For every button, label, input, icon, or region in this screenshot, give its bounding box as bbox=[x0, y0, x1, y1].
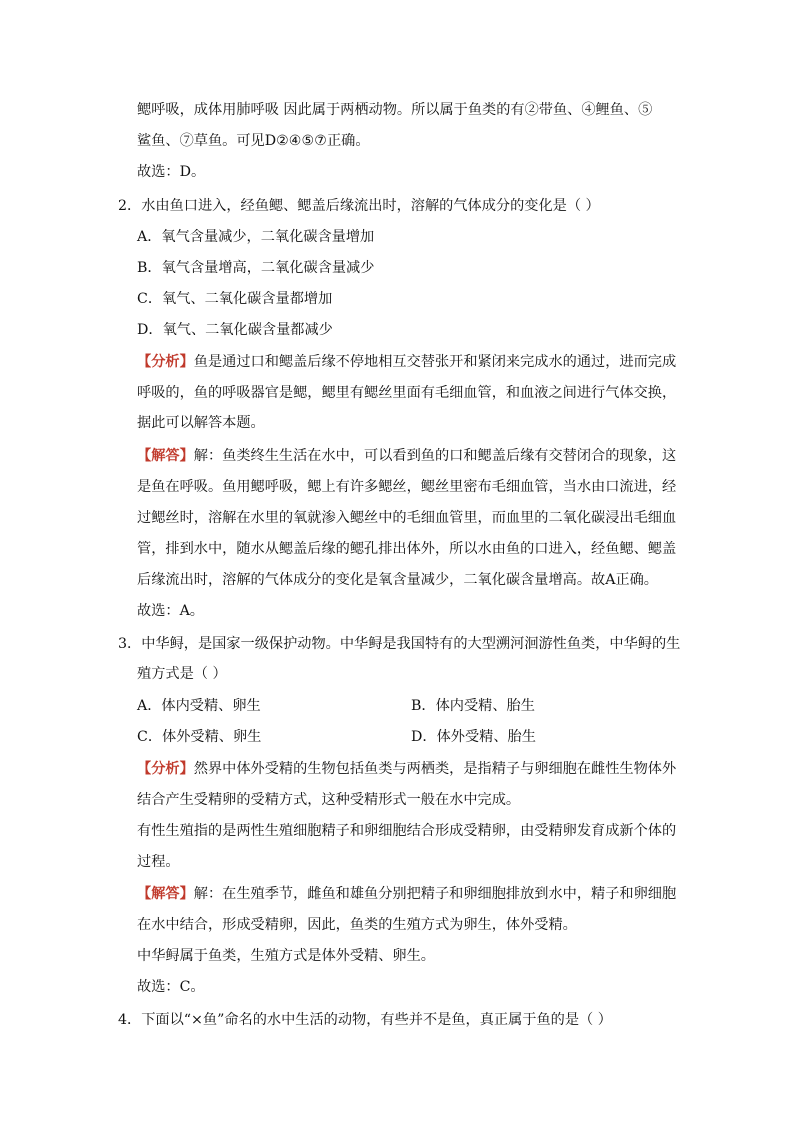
q2-option-d: D．氧气、二氧化碳含量都减少 bbox=[137, 322, 333, 338]
q2-answer: 故选：A。 bbox=[137, 603, 204, 619]
q1-explanation-line-2: 鲨鱼、⑦草鱼。可见D②④⑤⑦正确。 bbox=[137, 133, 370, 149]
q2-analysis-line-3: 据此可以解答本题。 bbox=[137, 415, 265, 431]
solution-tag: 【解答】 bbox=[137, 448, 194, 464]
q2-solution-line-5: 后缘流出时，溶解的气体成分的变化是氧含量减少，二氧化碳含量增高。故A正确。 bbox=[137, 572, 658, 588]
q2-analysis-text-1: 鱼是通过口和鳃盖后缘不停地相互交替张开和紧闭来完成水的通过，进而完成 bbox=[193, 354, 677, 370]
q2-option-a: A．氧气含量减少，二氧化碳含量增加 bbox=[137, 229, 375, 245]
solution-tag: 【解答】 bbox=[137, 886, 194, 902]
q3-analysis-line-2: 结合产生受精卵的受精方式，这种受精形式一般在水中完成。 bbox=[137, 792, 521, 808]
q3-option-d: D．体外受精、胎生 bbox=[411, 729, 536, 745]
analysis-tag: 【分析】 bbox=[137, 354, 194, 370]
q3-analysis-line-3: 有性生殖指的是两性生殖细胞精子和卵细胞结合形成受精卵，由受精卵发育成新个体的 bbox=[137, 823, 677, 839]
q1-answer: 故选：D。 bbox=[137, 164, 206, 180]
q2-solution-line-4: 管，排到水中，随水从鳃盖后缘的鳃孔排出体外，所以水由鱼的口进入，经鱼鳃、鳃盖 bbox=[137, 541, 677, 557]
q2-solution-line-2: 是鱼在呼吸。鱼用鳃呼吸，鳃上有许多鳃丝，鳃丝里密布毛细血管，当水由口流进，经 bbox=[137, 479, 677, 495]
q2-stem: 2．水由鱼口进入，经鱼鳃、鳃盖后缘流出时，溶解的气体成分的变化是（ ） bbox=[118, 198, 600, 214]
q1-explanation-line-1: 鳃呼吸，成体用肺呼吸 因此属于两栖动物。所以属于鱼类的有②带鱼、④鲤鱼、⑤ bbox=[137, 102, 653, 118]
q2-analysis-line-1 bbox=[137, 352, 676, 372]
q2-solution-line-1 bbox=[137, 446, 676, 466]
q3-analysis-text-1: 然界中体外受精的生物包括鱼类与两栖类，是指精子与卵细胞在雌性生物体外 bbox=[193, 761, 677, 777]
q3-stem-line-1: 3．中华鲟，是国家一级保护动物。中华鲟是我国特有的大型溯河洄游性鱼类，中华鲟的生 bbox=[118, 636, 681, 652]
q3-analysis-line-4: 过程。 bbox=[137, 854, 180, 870]
analysis-tag: 【分析】 bbox=[137, 761, 194, 777]
q3-solution-line-1 bbox=[137, 884, 676, 904]
q2-solution-text-1: 解：鱼类终生生活在水中，可以看到鱼的口和鳃盖后缘有交替闭合的现象，这 bbox=[193, 448, 677, 464]
q3-analysis-line-1 bbox=[137, 759, 676, 779]
q3-solution-line-2: 在水中结合，形成受精卵，因此，鱼类的生殖方式为卵生，体外受精。 bbox=[137, 917, 577, 933]
q3-solution-text-1: 解：在生殖季节，雌鱼和雄鱼分别把精子和卵细胞排放到水中，精子和卵细胞 bbox=[193, 886, 677, 902]
q2-analysis-line-2: 呼吸的，鱼的呼吸器官是鳃，鳃里有鳃丝里面有毛细血管，和血液之间进行气体交换， bbox=[137, 385, 677, 401]
q3-option-c: C．体外受精、卵生 bbox=[137, 729, 262, 745]
q2-option-c: C．氧气、二氧化碳含量都增加 bbox=[137, 291, 333, 307]
q3-stem-line-2: 殖方式是（ ） bbox=[137, 666, 227, 682]
q3-solution-line-3: 中华鲟属于鱼类，生殖方式是体外受精、卵生。 bbox=[137, 948, 435, 964]
q2-solution-line-3: 过鳃丝时，溶解在水里的氧就渗入鳃丝中的毛细血管里，而血里的二氧化碳浸出毛细血 bbox=[137, 510, 677, 526]
q3-answer: 故选：C。 bbox=[137, 979, 205, 995]
q2-option-b: B．氧气含量增高，二氧化碳含量减少 bbox=[137, 260, 375, 276]
q4-stem: 4．下面以“×鱼”命名的水中生活的动物，有些并不是鱼，真正属于鱼的是（ ） bbox=[118, 1012, 612, 1028]
q3-option-a: A．体内受精、卵生 bbox=[137, 698, 261, 714]
q3-option-b: B．体内受精、胎生 bbox=[411, 698, 535, 714]
